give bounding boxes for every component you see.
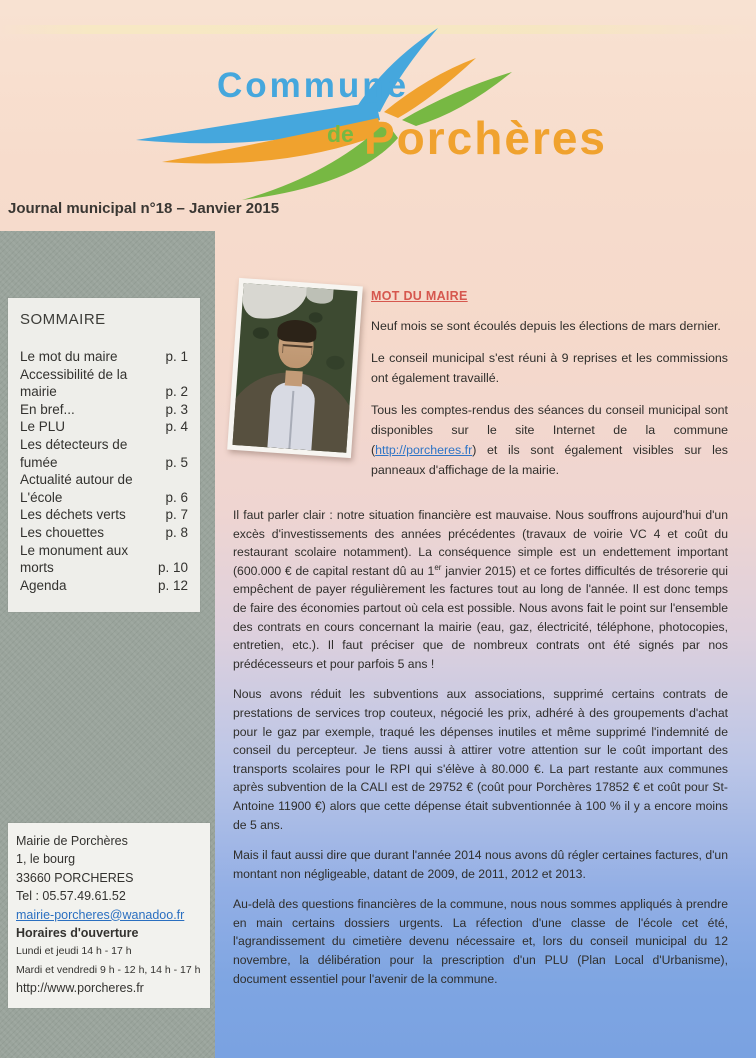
toc-item-page: p. 8: [165, 524, 188, 540]
toc-item-page: p. 3: [165, 401, 188, 417]
table-of-contents: [20, 348, 188, 594]
toc-item: [20, 524, 188, 542]
intro-paragraph-3-text: Tous les comptes-rendus des séances du conseil municipal sont disponibles sur le site Internet de la commune (: [371, 403, 728, 457]
commune-logo: [0, 0, 756, 215]
contact-phone: Tel : 05.57.49.61.52: [16, 889, 126, 904]
body-paragraph-4: Au-delà des questions financières de la commune, nous nous sommes appliqués à prendre en main certains dossiers urgents. La réfection d'une classe de l'école cet été, l'agrandissement du cimetière devenu nécessaire et, lors du conseil municipal du 12 novembre, la délibération pour la prescription d'un PLU (Plan Local d'Urbanisme), document essentiel pour l'avenir de la commune.: [233, 897, 728, 986]
photo-shirt: [268, 381, 316, 450]
ordinal-superscript: er: [434, 562, 442, 572]
contact-website: http://www.porcheres.fr: [16, 981, 144, 996]
intro-paragraph-1: Neuf mois se sont écoulés depuis les élections de mars dernier.: [371, 319, 721, 333]
contact-address-line2: 33660 PORCHERES: [16, 870, 134, 885]
photo-glasses: [282, 344, 312, 355]
toc-item-label: Agenda: [20, 577, 67, 593]
photo-sky-patch-small: [305, 288, 333, 304]
photo-hair: [277, 319, 317, 344]
toc-item: [20, 471, 188, 506]
toc-item-label: Actualité autour de L'école: [20, 472, 133, 505]
photo-sky-patch: [241, 283, 307, 321]
mot-du-maire-section: [233, 282, 728, 988]
contact-name: Mairie de Porchères: [16, 834, 128, 848]
toc-item-page: p. 4: [165, 419, 188, 435]
commune-website-link[interactable]: http://porcheres.fr: [375, 443, 473, 457]
toc-item: [20, 577, 188, 595]
intro-paragraph-3-text-after: ) et ils sont également visibles sur les panneaux d'affichage de la mairie.: [371, 443, 728, 477]
toc-item-page: p. 1: [165, 349, 188, 364]
contact-hours-line1: Lundi et jeudi 14 h - 17 h: [16, 945, 132, 958]
toc-item-label: En bref...: [20, 401, 75, 417]
body-paragraph-1-text-after: janvier 2015) et ce fortes difficultés de trésorerie qui empêchent de payer régulièrement les factures tout au long de l'année. Il est donc temps de faire des économies partout où cela est possible. Nous avons fait le point sur l'ensemble des contrats en cours concernant la mairie (eau, gaz, électricité, téléphone, photocopies, entretien, etc.). Il faut préciser que de nombreux contrats ont été signés par nos prédécesseurs et pour parfois 5 ans !: [233, 563, 728, 671]
toc-item-label: Les déchets verts: [20, 507, 126, 523]
logo-text-porcheres: Porchères: [364, 112, 608, 164]
toc-item-page: p. 12: [157, 577, 188, 593]
mayor-photo-image: [232, 283, 357, 453]
contact-address-line1: 1, le bourg: [16, 852, 76, 867]
logo-text-commune: Commune: [217, 66, 410, 105]
toc-item: [20, 506, 188, 524]
contact-email-link[interactable]: mairie-porcheres@wanadoo.fr: [16, 907, 185, 922]
photo-neck: [285, 371, 303, 387]
toc-item-label: Le monument aux morts: [20, 542, 129, 576]
toc-item: [20, 401, 188, 419]
logo-text-de: de: [327, 121, 354, 147]
body-paragraph-3: Mais il faut aussi dire que durant l'année 2014 nous avons dû régler certaines factures, d'un montant non négligeable, datant de 2009, de 2011, 2012 et 2013.: [233, 848, 728, 881]
toc-item-label: Le mot du maire: [20, 349, 118, 364]
contact-hours-line2: Mardi et vendredi 9 h - 12 h, 14 h - 17 h: [16, 963, 201, 976]
toc-item-label: Le PLU: [20, 419, 66, 435]
toc-item: [20, 348, 188, 366]
mayor-photo: [227, 278, 363, 458]
body-paragraph-2: Nous avons réduit les subventions aux associations, supprimé certains contrats de prestations de services trop couteux, négocié les prix, adhéré à des groupements d'achat pour le gaz par exemple, traqué les dépenses inutiles et même supprimé l'indemnité de conseil du percepteur. Je tiens aussi à attirer votre attention sur le coût important des transports scolaires pour le RPI qui s'élève à 80.000 €. La part restante aux communes après subvention de la CALI est de 29752 € (coût pour Porchères 17852 € et coût pour St-Antoine 11900 €) alors que cette dépense était subventionnée à 100 % il y a encore moins de 5 ans.: [233, 687, 728, 832]
body-paragraph-1: [233, 506, 728, 673]
toc-item-page: p. 10: [157, 560, 188, 576]
mot-du-maire-heading: MOT DU MAIRE: [371, 289, 468, 303]
toc-item-label: Les détecteurs de fumée: [20, 436, 128, 470]
toc-item-label: Accessibilité de la mairie: [20, 366, 128, 400]
toc-item: [20, 366, 188, 401]
contact-hours-title: Horaires d'ouverture: [16, 926, 139, 941]
intro-paragraph-2: Le conseil municipal s'est réuni à 9 reprises et les commissions ont également travaillé.: [371, 351, 728, 385]
toc-item-page: p. 7: [165, 507, 188, 523]
journal-issue-title: Journal municipal n°18 – Janvier 2015: [8, 200, 280, 217]
toc-item-page: p. 2: [165, 384, 188, 400]
sommaire-title: SOMMAIRE: [20, 311, 106, 328]
contact-box: [8, 823, 210, 1008]
toc-item-label: Les chouettes: [20, 524, 105, 540]
toc-item-page: p. 5: [165, 454, 188, 470]
toc-item: [20, 418, 188, 436]
body-paragraph-1-text: Il faut parler clair : notre situation financière est mauvaise. Nous souffrons aujourd'hui d'un excès d'investissements des années précédentes (travaux de voirie VC 4 et coût du restaurant scolaire notamment). La conséquence simple est un endettement important (600.000 € de capital restant dû au 1: [233, 508, 728, 578]
toc-item: [20, 542, 188, 577]
toc-item: [20, 436, 188, 471]
intro-paragraph-3: [371, 400, 728, 480]
toc-item-page: p. 6: [165, 489, 188, 505]
sommaire-box: [8, 298, 200, 612]
